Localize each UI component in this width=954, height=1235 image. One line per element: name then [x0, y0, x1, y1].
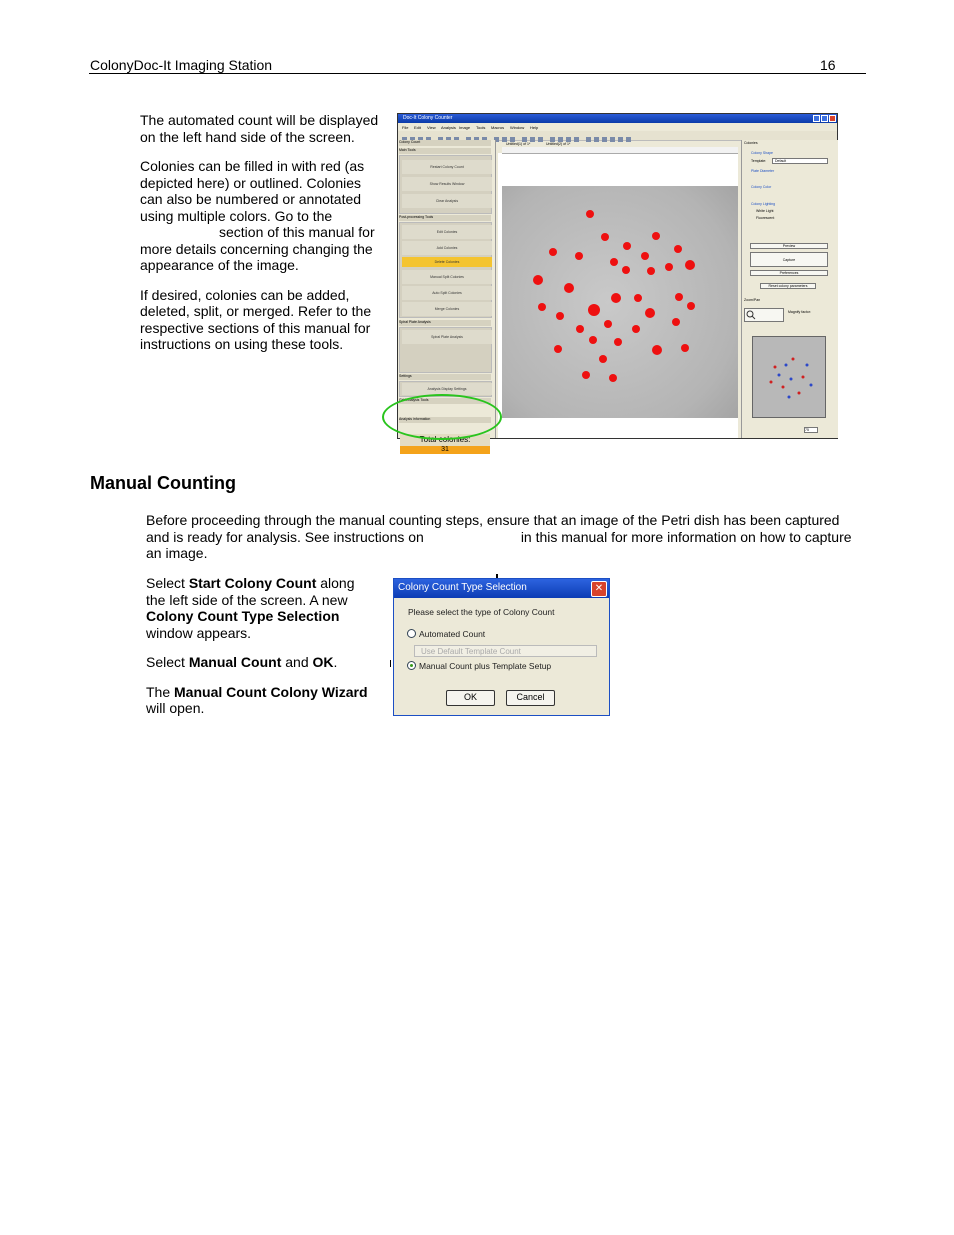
colony-color-label: Colony Color: [751, 185, 772, 189]
step1-text: window appears.: [146, 624, 252, 641]
ok-button[interactable]: OK: [446, 690, 495, 706]
tab-untitled-2[interactable]: Untitled(2) of 1*: [546, 142, 571, 146]
restart-colony-count-button[interactable]: Restart Colony Count: [402, 160, 492, 174]
horizontal-ruler: [502, 147, 738, 154]
template-select[interactable]: [772, 158, 828, 164]
step-1: [146, 575, 381, 641]
cancel-button[interactable]: Cancel: [506, 690, 555, 706]
manual-counting-intro: [146, 512, 866, 562]
step3-text: will open.: [146, 700, 205, 716]
magnify-factor-label: Magnify factor:: [788, 310, 811, 314]
step2-text: Select: [146, 654, 189, 670]
magnifier-icon: [746, 310, 756, 320]
colony-count-type-dialog: [393, 578, 610, 716]
panel-title: Colony Count: [399, 140, 491, 146]
colony-markers: [502, 186, 738, 418]
edit-colonies-button[interactable]: Edit Colonies: [402, 225, 492, 239]
colony-lighting-label: Colony Lighting: [751, 202, 776, 206]
menu-image: Image: [459, 125, 471, 130]
menu-view: View: [427, 125, 436, 130]
delete-colonies-button[interactable]: Delete Colonies: [402, 257, 492, 267]
manual-count-radio[interactable]: [407, 661, 416, 670]
menu-analysis: Analysis: [441, 125, 456, 130]
main-tools-group: [399, 155, 492, 214]
line: more details concerning changing the: [140, 240, 373, 257]
analysis-display-settings-button[interactable]: Analysis Display Settings: [402, 383, 492, 395]
menubar: [398, 123, 837, 131]
intro-line-3: an image.: [146, 545, 208, 561]
dialog-prompt: Please select the type of Colony Count: [408, 607, 555, 617]
spiral-group: [399, 327, 492, 373]
petri-dish-image[interactable]: [502, 186, 738, 418]
section-settings[interactable]: Settings: [399, 374, 491, 380]
intro-paragraph-1: The automated count will be displayed on the left hand side of the screen.: [140, 112, 379, 145]
intro-text: [140, 112, 380, 366]
intro-line-1: Before proceeding through the manual counting steps, ensure that an image of the Petri dish has been captured: [146, 512, 840, 528]
crop-artifact: [390, 660, 391, 667]
step1-bold: Start Colony Count: [188, 575, 317, 591]
tab-untitled-1[interactable]: Untitled(1) of 1*: [506, 142, 531, 146]
close-icon[interactable]: ✕: [591, 581, 607, 597]
line: can also be numbered or annotated: [140, 191, 362, 207]
intro-paragraph-3: If desired, colonies can be added, deleted, split, or merged. Refer to the respective sections of this manual for instructions on using these tools.: [140, 286, 372, 352]
menu-edit: Edit: [414, 125, 421, 130]
reset-colony-parameters-button[interactable]: Reset colony parameters: [760, 283, 816, 289]
section-spiral-plate[interactable]: Spiral Plate Analysis: [399, 320, 491, 326]
step1-text: Select: [146, 575, 189, 591]
close-icon: [829, 115, 836, 122]
intro-paragraph-2: [140, 158, 380, 274]
menu-macros: Macros: [491, 125, 505, 130]
dialog-title: Colony Count Type Selection: [398, 582, 527, 593]
automated-count-radio[interactable]: [407, 629, 416, 638]
step2-text: and: [281, 654, 313, 670]
white-light-option[interactable]: White Light: [756, 209, 774, 213]
fluorescent-option[interactable]: Fluorescent: [756, 216, 775, 220]
template-value: Default: [775, 159, 787, 163]
zoom-value-field[interactable]: 75: [804, 427, 818, 433]
line: appearance of the image.: [140, 257, 299, 273]
automated-count-label[interactable]: Automated Count: [419, 629, 486, 639]
capture-button[interactable]: Capture: [750, 252, 828, 267]
line: using multiple colors. Go to the: [140, 207, 333, 224]
step2-bold: Manual Count: [188, 654, 282, 670]
section-post-processing[interactable]: Post-processing Tools: [399, 215, 491, 221]
magnifying-glass-button[interactable]: [744, 308, 784, 322]
minimize-icon: [813, 115, 820, 122]
add-colonies-button[interactable]: Add Colonies: [402, 241, 492, 255]
plate-diameter-label: Plate Diameter: [751, 169, 775, 173]
thumbnail-dots: [753, 337, 825, 417]
step1-text: the left side of the screen. A new: [146, 591, 348, 608]
merge-colonies-button[interactable]: Merge Colonies: [402, 302, 492, 316]
show-results-button[interactable]: Show Results Window: [402, 177, 492, 191]
window-titlebar: [398, 114, 837, 123]
window-title: Doc-It Colony Counter: [403, 115, 453, 121]
step3-text: The: [146, 683, 175, 700]
menu-window: Window: [510, 125, 525, 130]
step-2: [146, 654, 381, 671]
line: depicted here) or outlined. Colonies: [140, 174, 362, 191]
colony-counter-screenshot: [397, 113, 838, 453]
manual-count-label[interactable]: Manual Count plus Template Setup: [419, 661, 552, 671]
step1-bold: Colony Count Type Selection: [146, 608, 340, 624]
step-3: [146, 684, 381, 717]
maximize-icon: [821, 115, 828, 122]
line: Colonies can be filled in with red (as: [140, 158, 365, 174]
auto-split-button[interactable]: Auto Split Colonies: [402, 286, 492, 300]
line: section of this manual for: [219, 224, 375, 240]
header-rule: [89, 73, 866, 74]
zoom-thumbnail[interactable]: [752, 336, 826, 418]
step1-text: along: [316, 575, 355, 591]
intro-line-2a: and is ready for analysis. See instructions on: [146, 528, 424, 545]
menu-help: Help: [530, 125, 539, 130]
total-colonies-label: Total colonies:: [419, 435, 471, 444]
template-count-select[interactable]: [414, 645, 597, 657]
manual-split-button[interactable]: Manual Split Colonies: [402, 270, 492, 284]
section-analysis-info: Analysis information: [399, 417, 491, 423]
zoom-pan-label: Zoom/Pan: [744, 298, 761, 302]
post-processing-group: [399, 222, 492, 318]
window-controls: [813, 115, 836, 122]
clear-analysis-button[interactable]: Clear Analysis: [402, 194, 492, 208]
section-main-tools[interactable]: Main Tools: [399, 148, 491, 154]
running-header-title: ColonyDoc-It Imaging Station: [90, 57, 273, 73]
section-grid-analysis[interactable]: Grid Analysis Tools: [399, 398, 491, 404]
section-heading: Manual Counting: [90, 473, 236, 493]
intro-line-2b: in this manual for more information on how to capture: [520, 528, 852, 545]
preferences-button[interactable]: Preferences: [750, 270, 828, 276]
template-label: Template:: [751, 159, 767, 163]
steps-text: [146, 575, 381, 730]
page-number: 16: [820, 57, 836, 73]
total-colonies-highlight-oval: [382, 394, 502, 440]
colony-shape-label: Colony Shape: [751, 151, 773, 155]
total-colonies-value: 31: [400, 446, 490, 454]
step3-bold: Manual Count Colony Wizard: [174, 683, 368, 700]
colonies-settings-panel: [741, 140, 838, 438]
menu-file: File: [402, 125, 409, 130]
right-panel-title: Colonies: [744, 141, 758, 145]
step2-bold: OK: [312, 654, 334, 670]
dialog-titlebar: [394, 579, 609, 598]
menu-tools: Tools: [476, 125, 486, 130]
spiral-plate-analysis-button[interactable]: Spiral Plate Analysis: [402, 330, 492, 344]
step2-text: .: [333, 654, 338, 670]
combo-value: Use Default Template Count: [421, 647, 521, 656]
preview-button[interactable]: Preview: [750, 243, 828, 249]
